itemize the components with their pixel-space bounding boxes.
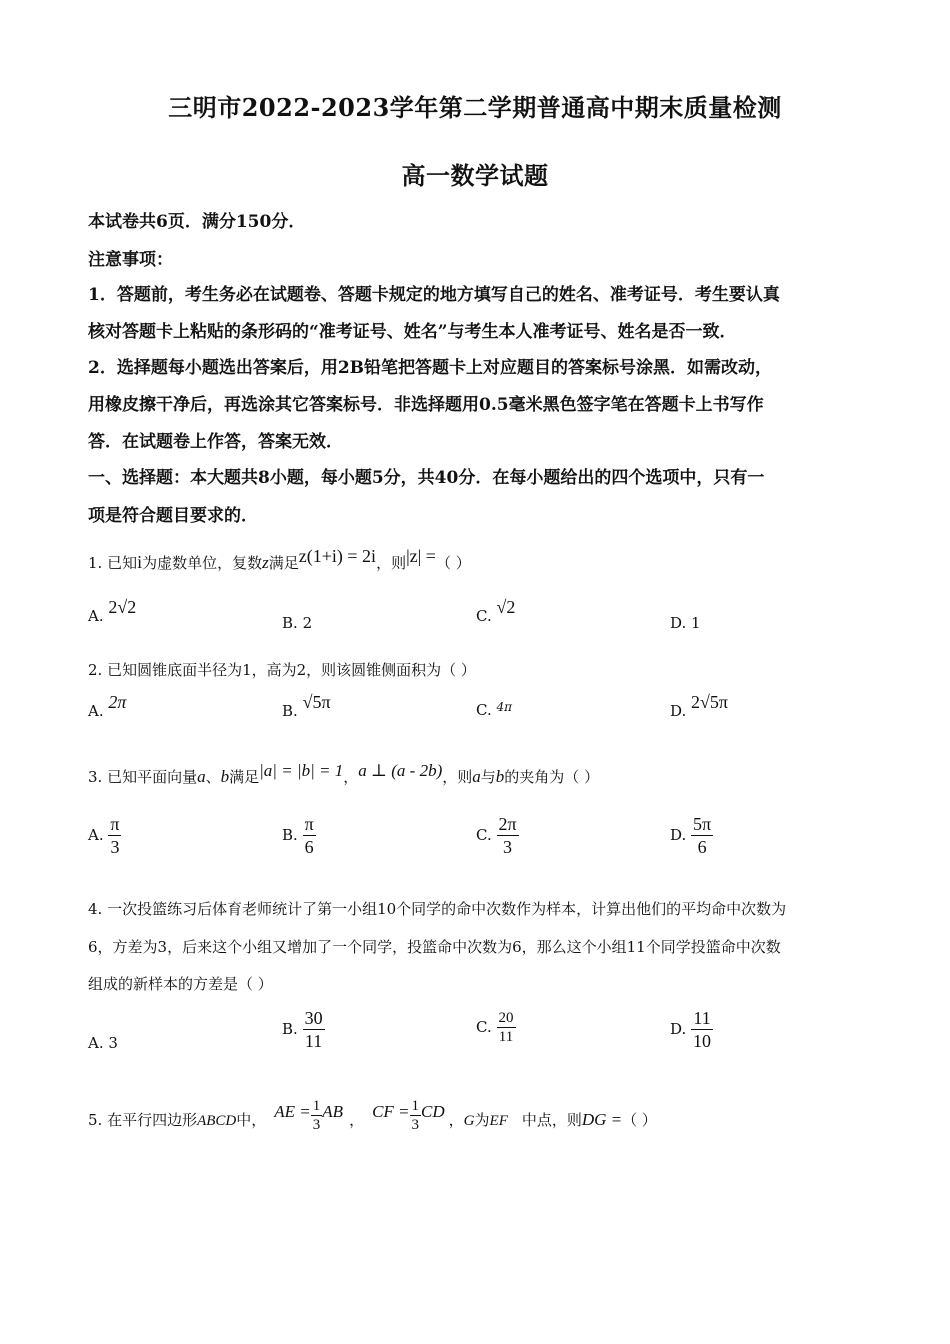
- q1-option-d[interactable]: D. 1: [670, 614, 701, 632]
- notice-title: 注意事项：: [88, 250, 173, 270]
- notice-1b: 核对答题卡上粘贴的条形码的“准考证号、姓名”与考生本人准考证号、姓名是否一致．: [88, 322, 737, 342]
- question-3-stem: 3. 已知平面向量a、b满足|a| = |b| = 1，a ⊥ (a - 2b)，则a与b的夹角为（ ）: [88, 761, 600, 786]
- q4-option-c[interactable]: C. $\frac{20}{11}$: [476, 1010, 514, 1045]
- q1-option-c[interactable]: C. √2: [476, 597, 516, 625]
- question-4-line-2: 6，方差为3，后来这个小组又增加了一个同学，投篮命中次数为6，那么这个小组11个同学投篮命中次数: [88, 938, 781, 956]
- q4-option-a[interactable]: A. 3: [88, 1034, 118, 1052]
- notice-2c: 答．在试题卷上作答，答案无效．: [88, 432, 343, 452]
- exam-subtitle: 高一数学试题: [401, 161, 549, 190]
- q1-modulus: |z| =: [406, 546, 436, 566]
- section-heading-b: 项是符合题目要求的．: [88, 506, 258, 526]
- question-1-stem: 1. 已知i为虚数单位，复数z满足z(1+i) = 2i，则|z| =（ ）: [88, 546, 471, 572]
- exam-title: 三明市2022-2023学年第二学期普通高中期末质量检测: [168, 93, 782, 122]
- q3-option-d[interactable]: D. $\frac{5\pi}{6}$: [670, 814, 712, 857]
- question-2-stem: 2. 已知圆锥底面半径为1，高为2，则该圆锥侧面积为（ ）: [88, 661, 476, 679]
- intro-pages: 本试卷共6页．满分150分．: [88, 212, 306, 232]
- notice-2a: 2．选择题每小题选出答案后，用2B铅笔把答题卡上对应题目的答案标号涂黑．如需改动，: [88, 358, 773, 378]
- q4-option-b[interactable]: B. $\frac{30}{11}$: [282, 1008, 323, 1051]
- q3-equation-2: a ⊥ (a - 2b): [358, 761, 443, 780]
- question-4-line-3: 组成的新样本的方差是（ ）: [88, 975, 273, 993]
- q2-option-b[interactable]: B. √5π: [282, 692, 331, 720]
- q3-option-c[interactable]: C. $\frac{2\pi}{3}$: [476, 814, 517, 857]
- q4-option-d[interactable]: D. $\frac{11}{10}$: [670, 1008, 712, 1051]
- q1-option-a[interactable]: A. 2√2: [88, 597, 137, 625]
- section-heading-a: 一、选择题：本大题共8小题，每小题5分，共40分．在每小题给出的四个选项中，只有一: [88, 468, 765, 488]
- q3-equation-1: |a| = |b| = 1: [259, 761, 344, 780]
- q3-option-a[interactable]: A. $\frac{\pi}{3}$: [88, 814, 120, 857]
- q3-option-b[interactable]: B. $\frac{\pi}{6}$: [282, 814, 314, 857]
- question-5-stem: 5. 在平行四边形ABCD中， AE = $\frac{1}{3}$ AB ， CF = $\frac{1}{3}$ CD ，G为EF 中点，则DG =（ ）: [88, 1097, 657, 1133]
- notice-1a: 1．答题前，考生务必在试题卷、答题卡规定的地方填写自己的姓名、准考证号．考生要认真: [88, 285, 780, 305]
- q2-option-a[interactable]: A. 2π: [88, 692, 127, 720]
- notice-2b: 用橡皮擦干净后，再选涂其它答案标号．非选择题用0.5毫米黑色签字笔在答题卡上书写作: [88, 395, 764, 415]
- q2-option-c[interactable]: C. $^{4\pi}$: [476, 700, 513, 719]
- q1-option-b[interactable]: B. 2: [282, 614, 313, 632]
- question-4-line-1: 4. 一次投篮练习后体育老师统计了第一小组10个同学的命中次数作为样本，计算出他们的平均命中次数为: [88, 900, 787, 918]
- q2-option-d[interactable]: D. 2√5π: [670, 692, 729, 720]
- q1-equation: z(1+i) = 2i: [298, 546, 377, 566]
